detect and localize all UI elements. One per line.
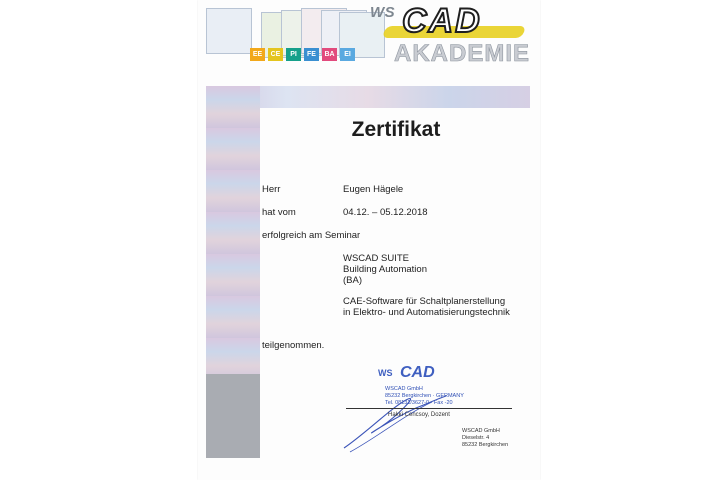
stamp-line: 85232 Bergkirchen · GERMANY — [385, 393, 464, 399]
module-tab-ba: BA — [322, 48, 337, 61]
course-name-line2: Building Automation — [343, 264, 427, 275]
seminar-dates: 04.12. – 05.12.2018 — [343, 207, 428, 218]
certificate-title: Zertifikat — [351, 118, 441, 141]
decorative-strip — [206, 86, 260, 458]
module-tab-ee: EE — [250, 48, 265, 61]
signature-line — [346, 408, 512, 409]
company-address — [462, 428, 508, 449]
logo-ws-text: WS — [370, 4, 396, 21]
handwritten-signature — [336, 378, 456, 458]
date-label: hat vom — [262, 207, 296, 218]
recipient-name: Eugen Hägele — [343, 184, 404, 195]
stamp-logo-ws: WS — [378, 368, 393, 378]
wscad-akademie-logo — [368, 2, 531, 67]
logo-cad-text: CAD — [402, 2, 482, 40]
salutation-label: Herr — [262, 184, 281, 195]
logo-akademie-text: AKADEMIE — [394, 40, 531, 67]
module-tab-ce: CE — [268, 48, 283, 61]
module-tab-fe: FE — [304, 48, 319, 61]
course-name-line3: (BA) — [343, 275, 362, 286]
course-name-line1: WSCAD SUITE — [343, 253, 409, 264]
stamp-line: WSCAD GmbH — [385, 386, 423, 392]
seminar-intro: erfolgreich am Seminar — [262, 230, 361, 241]
address-company: WSCAD GmbH — [462, 428, 500, 434]
stamp-line: Tel. 08131/3627-0 · Fax -20 — [385, 400, 453, 406]
module-tabs — [250, 48, 355, 61]
signer-name: Hakki Cencsoy, Dozent — [388, 412, 450, 418]
address-street: Dieselstr. 4 — [462, 435, 490, 441]
decorative-strip-block — [206, 374, 260, 458]
course-description-line1: CAE-Software für Schaltplanerstellung — [343, 296, 506, 307]
stamp-logo-cad: CAD — [400, 364, 435, 381]
course-description-line2: in Elektro- und Automatisierungstechnik — [343, 307, 510, 318]
screenshot-thumbnail — [206, 8, 252, 54]
address-city: 85232 Bergkirchen — [462, 442, 509, 448]
closing-text: teilgenommen. — [262, 340, 325, 351]
module-tab-pi: PI — [286, 48, 301, 61]
module-tab-ei: EI — [340, 48, 355, 61]
